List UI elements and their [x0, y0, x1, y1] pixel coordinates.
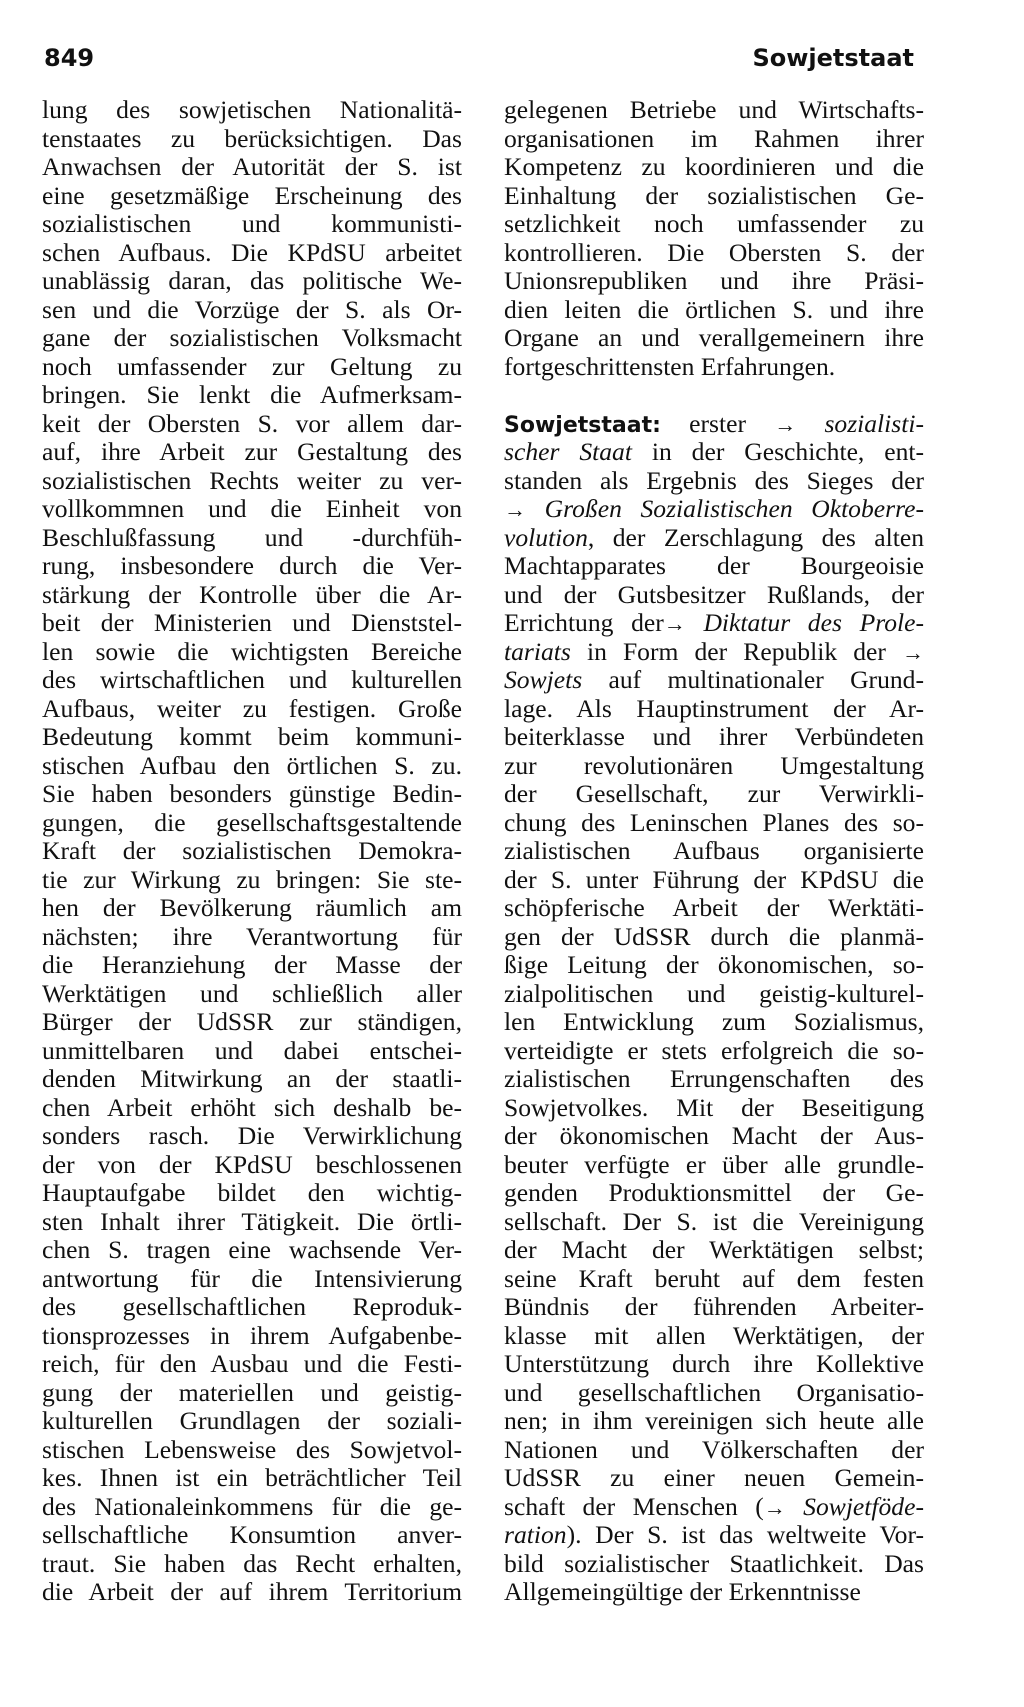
cross-reference: scher Staat	[504, 437, 632, 466]
text-line: Kraft der sozialistischen Demokra-	[42, 836, 462, 865]
text-line: dien leiten die örtlichen S. und ihre	[504, 294, 924, 324]
text-line: auf, ihre Arbeit zur Gestaltung des	[42, 437, 462, 466]
text-line: hen der Bevölkerung räumlich am	[42, 893, 462, 922]
text-line: die Heranziehung der Masse der	[42, 950, 462, 979]
entry-body	[504, 695, 924, 1493]
text-line: Unionsrepubliken und ihre Präsi-	[504, 266, 924, 295]
text-line: Bürger der UdSSR zur ständigen,	[42, 1007, 462, 1036]
text-line: sellschaft. Der S. ist die Vereinigung	[504, 1206, 924, 1236]
cross-reference: Großen Sozialistischen Oktoberre-	[544, 494, 924, 523]
text-line: zialistischen Errungenschaften des	[504, 1064, 924, 1093]
text-line: noch umfassender zur Geltung zu	[42, 351, 462, 381]
right-column	[504, 96, 924, 1607]
text-line: Errichtung der→ Diktatur des Prole-	[504, 608, 925, 637]
text-line: sozialistischen Rechts weiter zu ver-	[42, 465, 462, 495]
text-line: reich, für den Ausbau und die Festi-	[42, 1349, 462, 1378]
text-line: traut. Sie haben das Recht erhalten,	[42, 1548, 462, 1578]
text-line: gung der materiellen und geistig-	[42, 1377, 462, 1407]
text-line: beuter verfügte er über alle grundle-	[504, 1149, 924, 1179]
text-line: des wirtschaftlichen und kulturellen	[42, 665, 462, 694]
text-line: beit der Ministerien und Dienststel-	[42, 608, 462, 637]
text-line: vollkommnen und die Einheit von	[42, 494, 462, 523]
text-line: Beschlußfassung und -durchfüh-	[42, 522, 462, 552]
entry-body-tail	[504, 1550, 924, 1607]
entry-headword: Sowjetstaat:	[504, 412, 661, 438]
text-line: schöpferische Arbeit der Werktäti-	[504, 893, 924, 922]
text-line: gelegenen Betriebe und Wirtschafts-	[504, 95, 924, 124]
text-line: Sowjetstaat: erster → sozialisti-	[504, 408, 924, 438]
text-line: Bündnis der führenden Arbeiter-	[504, 1292, 924, 1321]
text-line: gungen, die gesellschaftsgestaltende	[42, 807, 462, 837]
text-line: Sowjets auf multinationaler Grund-	[504, 665, 924, 694]
text-line: stärkung der Kontrolle über die Ar-	[42, 579, 462, 609]
text-line: Organe an und verallgemeinern ihre	[504, 323, 924, 352]
text-line: Anwachsen der Autorität der S. ist	[42, 152, 462, 181]
text-line: kontrollieren. Die Obersten S. der	[504, 237, 924, 267]
text-line: scher Staat in der Geschichte, ent-	[504, 437, 925, 466]
text-line: ration). Der S. ist das weltweite Vor-	[504, 1520, 924, 1549]
cross-reference: Sowjetföde-	[803, 1491, 924, 1521]
text-line: stischen Lebensweise des Sowjetvol-	[42, 1434, 462, 1464]
text-line: chen S. tragen eine wachsende Ver-	[42, 1235, 462, 1264]
text-line: sten Inhalt ihrer Tätigkeit. Die örtli-	[42, 1206, 462, 1236]
text-line: unablässig daran, das politische We-	[42, 266, 462, 295]
text-line: kes. Ihnen ist ein beträchtlicher Teil	[42, 1463, 462, 1492]
text-line: lung des sowjetischen Nationalitä-	[42, 95, 462, 124]
text-line: eine gesetzmäßige Erscheinung des	[42, 180, 462, 210]
text-line: verteidigte er stets erfolgreich die so-	[504, 1035, 924, 1065]
text-line: zialistischen Aufbaus organisierte	[504, 836, 924, 865]
text-line: zialpolitischen und geistig-kulturel-	[504, 978, 924, 1008]
text-line: keit der Obersten S. vor allem dar-	[42, 408, 462, 438]
text-line: bild sozialistischer Staatlichkeit. Das	[504, 1548, 924, 1578]
text-line: nächsten; ihre Verantwortung für	[42, 921, 462, 951]
left-column	[42, 96, 462, 1607]
text-line: Bedeutung kommt beim kommuni-	[42, 722, 462, 751]
text-line: denden Mitwirkung an der staatli-	[42, 1064, 462, 1093]
text-line: die Arbeit der auf ihrem Territorium	[42, 1577, 462, 1606]
text-line: schaft der Menschen (→ Sowjetföde-	[504, 1491, 924, 1521]
text-line: setzlichkeit noch umfassender zu	[504, 209, 924, 238]
text-line: beiterklasse und ihrer Verbündeten	[504, 722, 924, 751]
text-line: Werktätigen und schließlich aller	[42, 978, 462, 1008]
text-line: kulturellen Grundlagen der soziali-	[42, 1406, 462, 1435]
text-line	[504, 495, 924, 524]
text-line: organisationen im Rahmen ihrer	[504, 123, 924, 153]
text-line: genden Produktionsmittel der Ge-	[504, 1178, 924, 1207]
cross-reference: sozialisti-	[824, 408, 924, 438]
text-line: len Entwicklung zum Sozialismus,	[504, 1007, 924, 1036]
text-line: sonders rasch. Die Verwirklichung	[42, 1121, 462, 1150]
text-line: tie zur Wirkung zu bringen: Sie ste-	[42, 864, 462, 894]
text-line: Sie haben besonders günstige Bedin-	[42, 779, 462, 808]
text-line: standen als Ergebnis des Sieges der	[504, 465, 924, 495]
arrow-icon: →	[763, 1494, 786, 1520]
text-line: sen und die Vorzüge der S. als Or-	[42, 294, 462, 324]
text-line: des Nationaleinkommens für die ge-	[42, 1491, 462, 1521]
text-line: der Macht der Werktätigen selbst;	[504, 1235, 924, 1264]
arrow-icon: →	[774, 411, 797, 437]
text-line: Sowjetvolkes. Mit der Beseitigung	[504, 1092, 924, 1122]
paragraph-gap	[504, 381, 924, 410]
text-line: Hauptaufgabe bildet den wichtig-	[42, 1178, 462, 1207]
page-number: 849	[44, 44, 95, 72]
text-line: fortgeschrittensten Erfahrungen.	[504, 351, 836, 381]
running-head: Sowjetstaat	[752, 44, 914, 72]
right-column-continuation	[504, 96, 924, 381]
text-line: bringen. Sie lenkt die Aufmerksam-	[42, 380, 462, 409]
text-line: Allgemeingültige der Erkenntnisse	[504, 1577, 861, 1606]
arrow-icon: →	[504, 497, 526, 522]
text-line: der Gesellschaft, zur Verwirkli-	[504, 779, 924, 808]
arrow-icon: →	[663, 611, 686, 636]
text-line: der von der KPdSU beschlossenen	[42, 1149, 462, 1179]
arrow-icon: →	[901, 639, 924, 665]
text-line: der S. unter Führung der KPdSU die	[504, 864, 924, 894]
text-line: Nationen und Völkerschaften der	[504, 1434, 924, 1464]
text-line: des gesellschaftlichen Reproduk-	[42, 1292, 462, 1321]
text-line: antwortung für die Intensivierung	[42, 1263, 462, 1293]
text-line: volution, der Zerschlagung des alten	[504, 522, 924, 552]
text-line: gen der UdSSR durch die planmä-	[504, 921, 924, 951]
text-line: UdSSR zu einer neuen Gemein-	[504, 1463, 924, 1492]
text-line: tionsprozesses in ihrem Aufgabenbe-	[42, 1320, 462, 1350]
text-line: Machtapparates der Bourgeoisie	[504, 551, 924, 580]
text-line: stischen Aufbau den örtlichen S. zu.	[42, 750, 462, 780]
cross-reference: Sowjets	[504, 665, 583, 694]
text-line: Unterstützung durch ihre Kollektive	[504, 1349, 924, 1378]
text-line: und gesellschaftlichen Organisatio-	[504, 1377, 924, 1407]
text-line: tariats in Form der Republik der →	[504, 636, 924, 666]
cross-reference: ration	[504, 1520, 567, 1549]
cross-reference: Diktatur des Prole-	[703, 608, 925, 637]
text-line: lage. Als Hauptinstrument der Ar-	[504, 693, 924, 723]
text-line: tenstaates zu berücksichtigen. Das	[42, 123, 462, 153]
text-line: gane der sozialistischen Volksmacht	[42, 323, 462, 352]
text-line: klasse mit allen Werktätigen, der	[504, 1320, 924, 1350]
text-line: sozialistischen und kommunisti-	[42, 209, 462, 238]
text-line: Aufbaus, weiter zu festigen. Große	[42, 693, 462, 723]
text-line: Kompetenz zu koordinieren und die	[504, 152, 924, 181]
text-line: und der Gutsbesitzer Rußlands, der	[504, 579, 924, 609]
text-line: chung des Leninschen Planes des so-	[504, 807, 924, 837]
text-line: sellschaftliche Konsumtion anver-	[42, 1520, 462, 1549]
text-line: seine Kraft beruht auf dem festen	[504, 1263, 924, 1293]
text-line: nen; in ihm vereinigen sich heute alle	[504, 1406, 924, 1435]
cross-reference: volution	[504, 522, 588, 552]
text-line: unmittelbaren und dabei entschei-	[42, 1035, 462, 1065]
text-line: chen Arbeit erhöht sich deshalb be-	[42, 1092, 462, 1122]
text-line: der ökonomischen Macht der Aus-	[504, 1121, 924, 1150]
text-line: len sowie die wichtigsten Bereiche	[42, 636, 462, 666]
text-line: Einhaltung der sozialistischen Ge-	[504, 180, 924, 210]
cross-reference: tariats	[504, 636, 571, 666]
text-line: zur revolutionären Umgestaltung	[504, 750, 924, 780]
text-line: ßige Leitung der ökonomischen, so-	[504, 950, 924, 979]
text-line: rung, insbesondere durch die Ver-	[42, 551, 462, 580]
text-line: schen Aufbaus. Die KPdSU arbeitet	[42, 237, 462, 267]
page-header	[44, 44, 914, 78]
entry-sowjetstaat	[504, 410, 924, 1607]
